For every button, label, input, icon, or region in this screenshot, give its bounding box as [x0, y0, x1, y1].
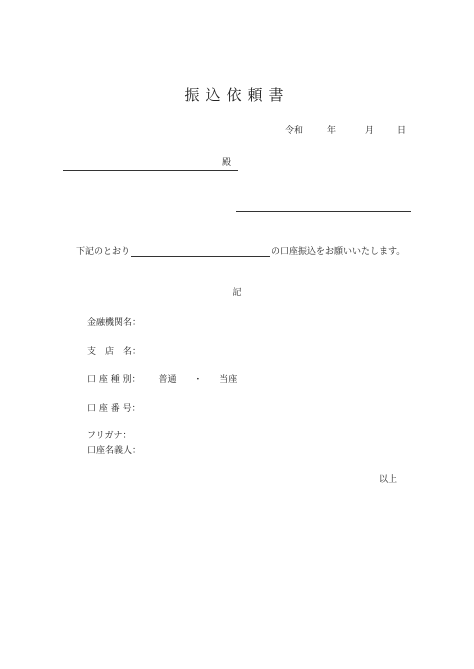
request-suffix: の口座振込をお願いいたします。: [271, 247, 406, 257]
branch-label: 支 店 名：: [87, 347, 142, 357]
account-type-options: [158, 372, 237, 385]
furigana-label: フリガナ：: [87, 431, 132, 441]
addressee-line: [63, 170, 238, 171]
field-account-number: [87, 401, 141, 414]
amount-blank: [131, 246, 270, 257]
closing-text: 以上: [379, 475, 398, 485]
field-furigana: [87, 428, 132, 441]
date-day: 日: [397, 126, 407, 136]
date-year: 年: [327, 126, 337, 136]
account-type-separator: ・: [193, 375, 203, 385]
requester-line: [236, 211, 411, 212]
account-type-ordinary: 普通: [158, 375, 177, 385]
account-number-label: 口 座 番 号：: [87, 404, 141, 414]
field-branch: [87, 344, 141, 357]
request-sentence: [76, 244, 405, 257]
date-era: 令和: [285, 126, 304, 136]
field-account-holder: [87, 443, 141, 456]
addressee-honorific: 殿: [222, 158, 232, 168]
field-account-type: [87, 372, 237, 385]
field-bank: [87, 315, 141, 328]
request-prefix: 下記のとおり: [76, 247, 131, 257]
date-month: 月: [365, 126, 375, 136]
bank-label: 金融機関名：: [87, 318, 142, 328]
ki-heading: 記: [232, 288, 242, 298]
account-type-current: 当座: [219, 375, 238, 385]
account-holder-label: 口座名義人：: [87, 446, 142, 456]
account-type-label: 口 座 種 別：: [87, 375, 141, 385]
document-title: 振込依頼書: [184, 86, 290, 104]
